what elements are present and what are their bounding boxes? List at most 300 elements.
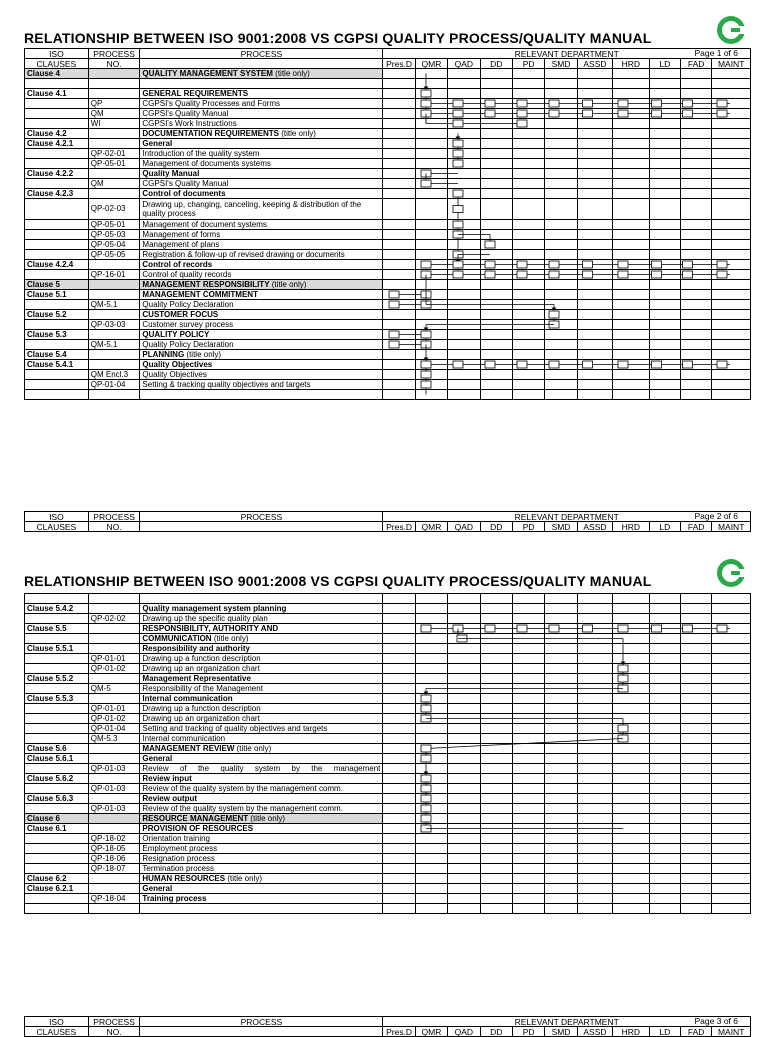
header-dept-assd: ASSD [577,522,612,532]
header-dept-presd: Pres.D [383,1027,415,1037]
dept-cell [383,654,415,664]
iso-clause [25,370,89,380]
dept-cell [712,744,751,754]
dept-cell [480,220,512,230]
dept-cell [712,714,751,724]
dept-cell [613,894,649,904]
dept-cell [680,260,711,270]
dept-cell [545,844,577,854]
dept-cell [448,79,480,89]
table-row [25,804,751,814]
dept-cell [448,724,480,734]
dept-cell [545,310,577,320]
process-number [88,794,140,804]
dept-cell [613,724,649,734]
dept-cell [712,754,751,764]
dept-cell [712,230,751,240]
table-row [25,874,751,884]
dept-cell [649,129,680,139]
dept-cell [545,159,577,169]
dept-cell [613,764,649,774]
iso-clause: Clause 6.2.1 [25,884,89,894]
dept-cell [577,904,612,914]
dept-cell [415,764,447,774]
header-row-1 [25,1017,751,1027]
dept-cell [649,250,680,260]
process-name [140,310,383,320]
dept-cell [383,119,415,129]
iso-clause [25,834,89,844]
process-note: (title only) [234,743,272,753]
dept-cell [415,754,447,764]
dept-cell [448,280,480,290]
process-number [88,814,140,824]
dept-cell [613,69,649,79]
process-number: WI [88,119,140,129]
dept-cell [712,290,751,300]
header-dept-qad: QAD [448,522,480,532]
dept-cell [613,79,649,89]
dept-cell [545,694,577,704]
dept-cell [480,290,512,300]
dept-cell [577,734,612,744]
dept-cell [383,784,415,794]
process-number: QP-16-01 [88,270,140,280]
dept-cell [480,270,512,280]
dept-cell [681,644,712,654]
dept-cell [383,644,415,654]
dept-cell [613,350,649,360]
process-name [140,99,383,109]
table-row [25,604,751,614]
table-row [25,744,751,754]
dept-cell [480,230,512,240]
iso-clause: Clause 6.2 [25,874,89,884]
dept-cell [649,240,680,250]
process-name [140,624,383,634]
header-dept-hrd: HRD [613,522,649,532]
dept-cell [712,904,751,914]
process-number: QP-01-03 [88,764,140,774]
dept-cell [681,674,712,684]
dept-cell [680,199,711,220]
dept-cell [512,139,544,149]
cg-logo-icon [716,558,746,588]
dept-cell [415,734,447,744]
dept-cell [680,159,711,169]
dept-cell [415,89,447,99]
dept-cell [613,694,649,704]
dept-cell [613,139,649,149]
dept-cell [649,904,680,914]
process-number [88,69,140,79]
dept-cell [712,250,751,260]
dept-cell [577,724,612,734]
dept-cell [512,119,544,129]
iso-clause [25,300,89,310]
dept-cell [480,280,512,290]
dept-cell [480,704,512,714]
dept-cell [712,199,751,220]
dept-cell [415,280,447,290]
process-name [140,614,383,624]
dept-cell [415,654,447,664]
dept-cell [712,694,751,704]
dept-cell [448,824,480,834]
dept-cell [415,854,447,864]
dept-cell [712,119,751,129]
dept-cell [545,764,577,774]
dept-cell [649,734,680,744]
process-text: Quality Policy Declaration [142,299,234,309]
dept-cell [613,290,649,300]
iso-clause [25,714,89,724]
dept-cell [415,250,447,260]
dept-cell [480,614,512,624]
process-text: Drawing up the specific quality plan [142,613,268,623]
header-dept-qad: QAD [448,59,480,69]
process-name [140,149,383,159]
table-row [25,594,751,604]
iso-clause [25,734,89,744]
dept-cell [383,89,415,99]
process-number [88,310,140,320]
dept-cell [712,370,751,380]
process-number: QP-03-03 [88,320,140,330]
iso-clause: Clause 4.1 [25,89,89,99]
process-text: COMMUNICATION [142,633,212,643]
dept-cell [545,754,577,764]
header-row-2 [25,522,751,532]
dept-cell [613,834,649,844]
dept-cell [383,280,415,290]
iso-clause [25,270,89,280]
dept-cell [383,390,415,400]
dept-cell [613,199,649,220]
process-text: Quality Manual [142,168,200,178]
dept-cell [681,854,712,864]
process-name [140,654,383,664]
table-row [25,300,751,310]
dept-cell [680,320,711,330]
dept-cell [577,300,612,310]
dept-cell [649,834,680,844]
process-name [140,594,383,604]
header-process-no: NO. [88,59,140,69]
process-name [140,179,383,189]
dept-cell [480,884,512,894]
dept-cell [681,694,712,704]
process-text: QUALITY MANAGEMENT SYSTEM [142,68,273,78]
dept-cell [649,350,680,360]
dept-cell [613,604,649,614]
dept-cell [577,149,612,159]
dept-cell [545,240,577,250]
header-dept-pd: PD [512,59,544,69]
dept-cell [448,844,480,854]
dept-cell [649,189,680,199]
dept-cell [512,69,544,79]
dept-cell [480,794,512,804]
dept-cell [480,300,512,310]
process-number [88,754,140,764]
page-number: Page 3 of 6 [694,1016,738,1026]
dept-cell [512,89,544,99]
dept-cell [383,634,415,644]
dept-cell [613,624,649,634]
dept-cell [383,250,415,260]
process-name [140,854,383,864]
dept-cell [480,159,512,169]
iso-clause: Clause 5.1 [25,290,89,300]
process-text: Drawing up a function description [142,703,261,713]
iso-clause: Clause 4.2.4 [25,260,89,270]
dept-cell [415,844,447,854]
process-number [88,744,140,754]
dept-cell [712,390,751,400]
dept-cell [415,240,447,250]
dept-cell [613,179,649,189]
table-row [25,884,751,894]
dept-cell [383,199,415,220]
dept-cell [712,704,751,714]
dept-cell [649,654,680,664]
table-row [25,724,751,734]
table-row [25,844,751,854]
iso-clause [25,220,89,230]
dept-cell [680,69,711,79]
process-text: Customer survey process [142,319,234,329]
dept-cell [383,330,415,340]
process-name [140,734,383,744]
process-text: Management of forms [142,229,221,239]
dept-cell [649,99,680,109]
dept-cell [480,754,512,764]
dept-cell [712,864,751,874]
header-iso: ISO [25,1017,89,1027]
process-text: Control of documents [142,188,226,198]
dept-cell [712,844,751,854]
dept-cell [448,119,480,129]
dept-cell [480,894,512,904]
dept-cell [512,854,544,864]
dept-cell [680,280,711,290]
dept-cell [512,129,544,139]
process-note: (title only) [272,68,310,78]
iso-clause: Clause 5.5 [25,624,89,634]
dept-cell [649,149,680,159]
dept-cell [613,774,649,784]
dept-cell [383,340,415,350]
iso-clause [25,380,89,390]
dept-cell [512,370,544,380]
process-number: QP-05-05 [88,250,140,260]
dept-cell [545,894,577,904]
dept-cell [383,714,415,724]
dept-cell [383,290,415,300]
dept-cell [680,189,711,199]
process-number: QM Encl.3 [88,370,140,380]
iso-clause [25,340,89,350]
dept-cell [649,684,680,694]
process-number [88,674,140,684]
dept-cell [712,634,751,644]
dept-cell [415,169,447,179]
process-number: QP-01-04 [88,724,140,734]
dept-cell [415,69,447,79]
dept-cell [680,330,711,340]
table-row [25,189,751,199]
dept-cell [383,350,415,360]
dept-cell [680,230,711,240]
process-note: (title only) [248,813,286,823]
dept-cell [512,99,544,109]
dept-cell [480,684,512,694]
dept-cell [545,179,577,189]
process-text: Responsibility of the Management [142,683,263,693]
process-number [88,350,140,360]
process-text: Review of the quality system by the management comm. [142,803,343,813]
dept-cell [545,380,577,390]
dept-cell [480,604,512,614]
process-name [140,250,383,260]
header-dept-smd: SMD [545,1027,577,1037]
iso-clause [25,724,89,734]
process-text: Quality Policy Declaration [142,339,234,349]
dept-cell [512,159,544,169]
process-name [140,370,383,380]
process-name [140,390,383,400]
dept-cell [545,744,577,754]
dept-cell [545,854,577,864]
process-number: QM-5 [88,684,140,694]
dept-cell [577,119,612,129]
dept-cell [545,794,577,804]
dept-cell [577,159,612,169]
dept-cell [512,834,544,844]
dept-cell [545,139,577,149]
dept-cell [613,390,649,400]
process-name [140,350,383,360]
dept-cell [649,330,680,340]
dept-cell [680,109,711,119]
dept-cell [415,380,447,390]
dept-cell [512,340,544,350]
dept-cell [680,360,711,370]
dept-cell [712,220,751,230]
iso-clause [25,159,89,169]
process-name [140,604,383,614]
dept-cell [712,350,751,360]
dept-cell [577,139,612,149]
dept-cell [712,734,751,744]
process-name [140,89,383,99]
process-text: General [142,753,173,763]
dept-cell [415,894,447,904]
dept-cell [649,764,680,774]
process-text: Setting and tracking of quality objectives and targets [142,723,328,733]
process-text: Quality management system planning [142,603,287,613]
dept-cell [383,604,415,614]
dept-cell [448,320,480,330]
process-text: MANAGEMENT REVIEW [142,743,235,753]
dept-cell [545,734,577,744]
dept-cell [681,714,712,724]
process-name [140,794,383,804]
process-text: DOCUMENTATION REQUIREMENTS [142,128,279,138]
iso-clause [25,664,89,674]
dept-cell [448,330,480,340]
dept-cell [480,360,512,370]
process-number: QP-01-04 [88,380,140,390]
dept-cell [613,119,649,129]
process-name [140,109,383,119]
dept-cell [712,89,751,99]
dept-cell [649,814,680,824]
header-dept-smd: SMD [545,522,577,532]
dept-cell [649,280,680,290]
iso-clause [25,320,89,330]
dept-cell [681,844,712,854]
dept-cell [545,874,577,884]
process-number: QP-18-02 [88,834,140,844]
process-text: CGPSI's Work Instructions [142,118,237,128]
dept-cell [545,290,577,300]
dept-cell [415,674,447,684]
process-text: Internal communication [142,693,233,703]
dept-cell [512,240,544,250]
process-name [140,300,383,310]
dept-cell [448,804,480,814]
dept-cell [613,654,649,664]
dept-cell [680,310,711,320]
process-text: Termination process [142,863,214,873]
dept-cell [649,310,680,320]
process-name [140,674,383,684]
dept-cell [712,179,751,189]
dept-cell [480,390,512,400]
dept-cell [383,69,415,79]
dept-cell [577,169,612,179]
header-relevant-department [383,49,751,59]
dept-cell [680,350,711,360]
process-text: Management of documents systems [142,158,271,168]
header-process-top: PROCESS [88,1017,140,1027]
dept-cell [448,854,480,864]
dept-cell [415,814,447,824]
dept-cell [681,604,712,614]
dept-cell [545,109,577,119]
process-text: PROVISION OF RESOURCES [142,823,254,833]
dept-cell [649,674,680,684]
dept-cell [681,744,712,754]
dept-cell [680,250,711,260]
iso-clause [25,109,89,119]
dept-cell [577,370,612,380]
dept-cell [681,884,712,894]
process-number [88,169,140,179]
dept-cell [712,129,751,139]
dept-cell [383,270,415,280]
dept-cell [383,874,415,884]
dept-cell [577,290,612,300]
process-text: RESOURCE MANAGEMENT [142,813,249,823]
dept-cell [577,644,612,654]
dept-cell [448,594,480,604]
dept-cell [383,159,415,169]
process-name [140,199,383,220]
dept-cell [649,119,680,129]
